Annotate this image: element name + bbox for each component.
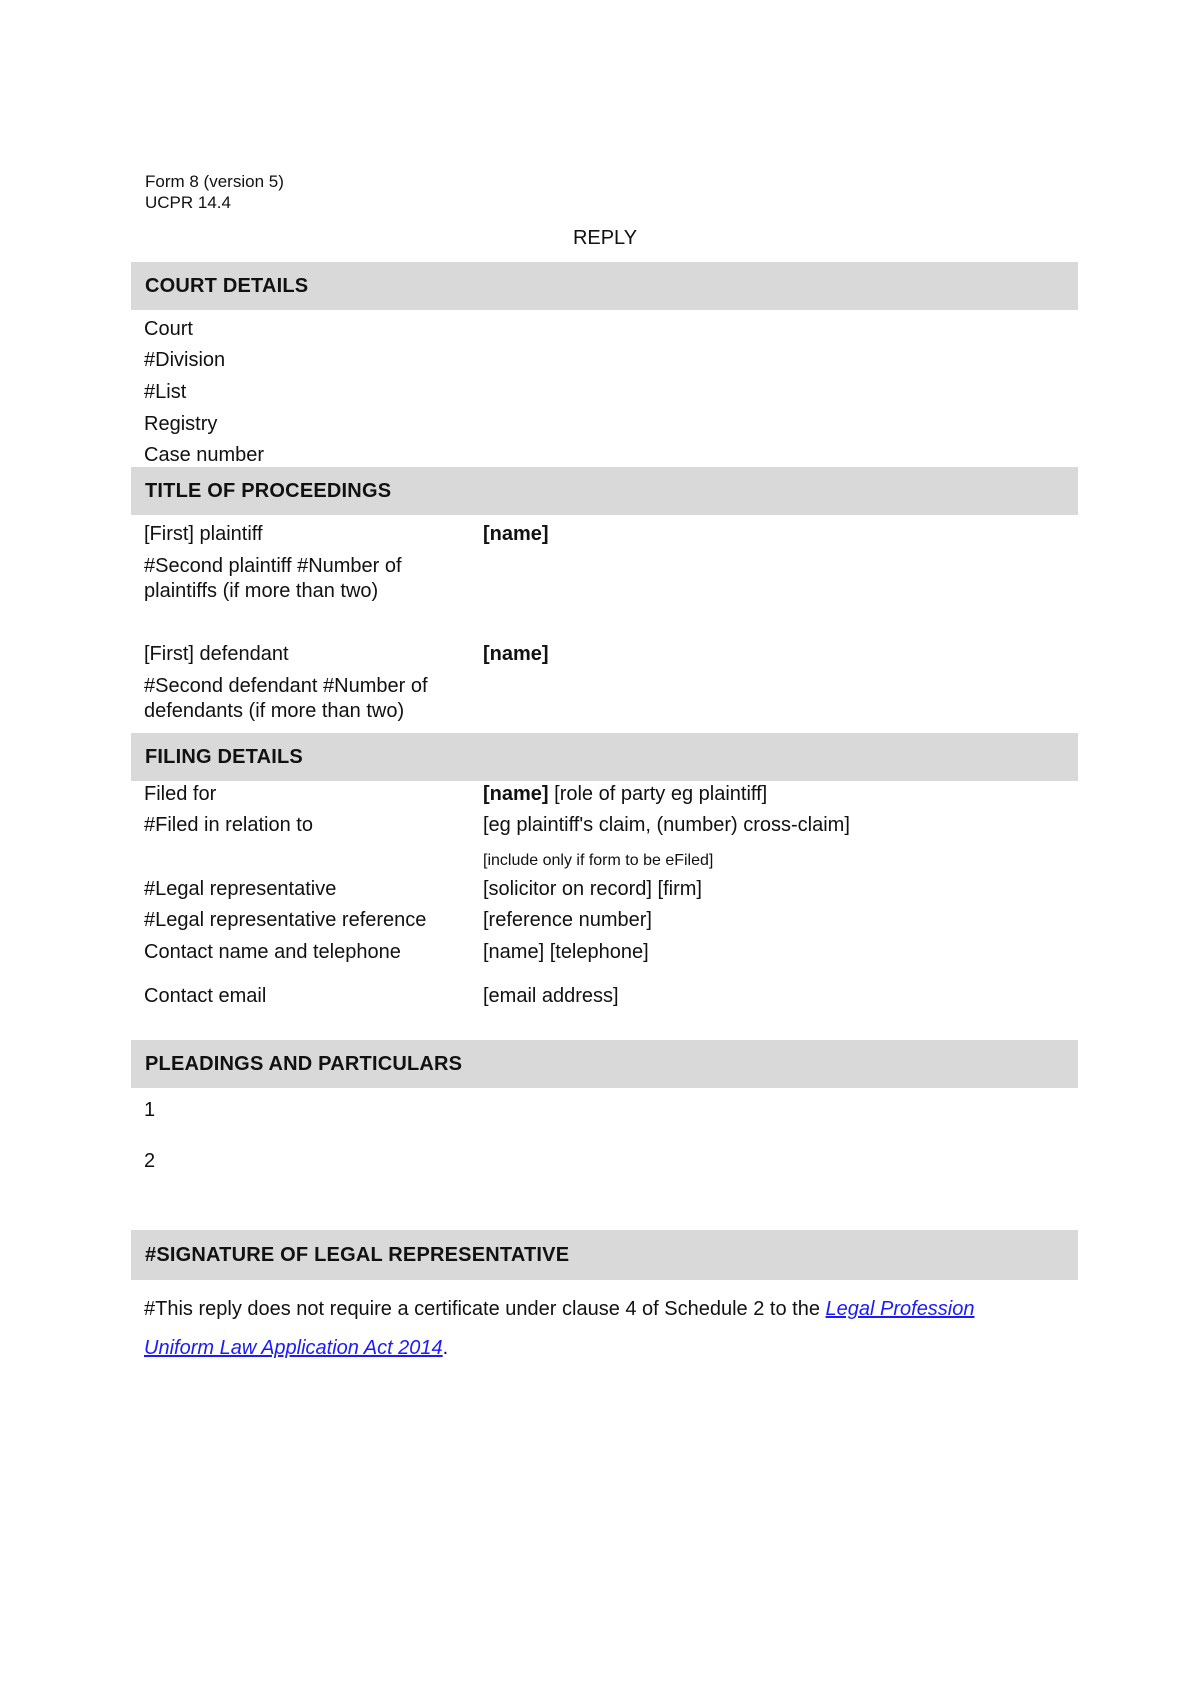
division-field: #Division <box>144 349 226 371</box>
document-title: REPLY <box>572 227 638 249</box>
first-plaintiff-label: [First] plaintiff <box>144 523 263 545</box>
legal-ref-label: #Legal representative reference <box>144 909 427 931</box>
registry-field: Registry <box>144 413 218 435</box>
legal-rep-label: #Legal representative <box>144 878 337 900</box>
first-defendant-name: [name] <box>483 643 549 665</box>
contact-label: Contact name and telephone <box>144 941 401 963</box>
legal-rep-value: [solicitor on record] [firm] <box>483 878 702 900</box>
legal-ref-value: [reference number] <box>483 909 652 931</box>
filed-for-name: [name] <box>483 783 549 805</box>
signature-text-after: . <box>442 1337 449 1359</box>
court-field: Court <box>144 318 193 340</box>
efile-note: [include only if form to be eFiled] <box>483 852 714 869</box>
email-label: Contact email <box>144 985 267 1007</box>
filed-for-label: Filed for <box>144 783 217 805</box>
contact-value: [name] [telephone] <box>483 941 649 963</box>
filing-details-heading: FILING DETAILS <box>131 733 1078 781</box>
second-plaintiff-label: #Second plaintiff #Number of plaintiffs (if more than two) <box>144 555 402 602</box>
pleading-item: 1 <box>144 1099 156 1121</box>
email-value: [email address] <box>483 985 619 1007</box>
pleading-item: 2 <box>144 1150 156 1172</box>
filed-relation-label: #Filed in relation to <box>144 814 313 836</box>
title-of-proceedings-heading: TITLE OF PROCEEDINGS <box>131 467 1078 515</box>
filed-for-value <box>483 782 767 807</box>
filed-for-role: [role of party eg plaintiff] <box>548 783 768 805</box>
signature-text-before: #This reply does not require a certificate under clause 4 of Schedule 2 to the <box>144 1298 826 1320</box>
act-link[interactable]: Legal Profession Uniform Law Application Act 2014 <box>144 1298 975 1359</box>
rule-reference: UCPR 14.4 <box>145 193 231 212</box>
form-version: Form 8 (version 5) <box>145 172 284 191</box>
list-field: #List <box>144 381 187 403</box>
first-plaintiff-name: [name] <box>483 523 549 545</box>
first-defendant-label: [First] defendant <box>144 643 289 665</box>
signature-text <box>144 1290 1044 1368</box>
pleadings-heading: PLEADINGS AND PARTICULARS <box>131 1040 1078 1088</box>
filed-relation-value: [eg plaintiff's claim, (number) cross-claim] <box>483 814 850 836</box>
case-number-field: Case number <box>144 444 265 466</box>
second-defendant-label: #Second defendant #Number of defendants (if more than two) <box>144 675 428 722</box>
signature-heading: #SIGNATURE OF LEGAL REPRESENTATIVE <box>131 1230 1078 1280</box>
court-details-heading: COURT DETAILS <box>131 262 1078 310</box>
